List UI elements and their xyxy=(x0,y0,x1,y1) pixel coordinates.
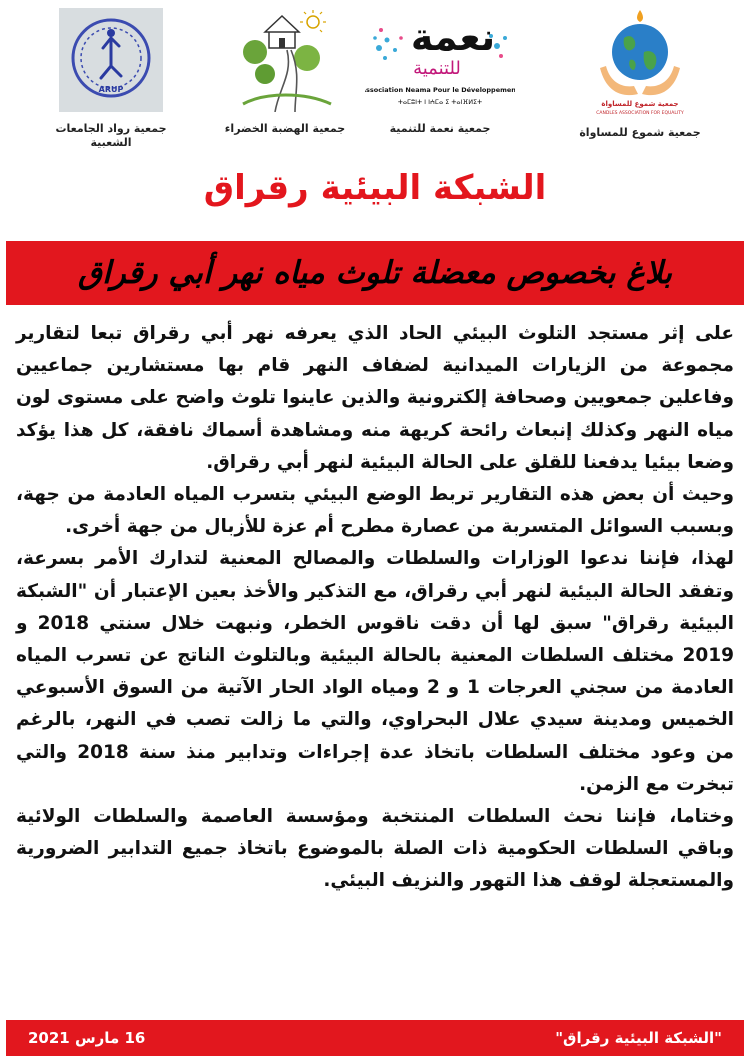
neama-french-name: Association Neama Pour le Développement xyxy=(365,86,515,94)
footer-signature: "الشبكة البيئية رقراق" xyxy=(555,1029,722,1047)
paragraph: وختاما، فإننا نحث السلطات المنتخبة ومؤسسة العاصمة والسلطات الولائية وباقي السلطات الحكومية ذات الصلة بالموضوع باتخاذ جميع التدابير الضرورية والمستعجلة لوقف هذا التهور والنزيف البيئي. xyxy=(16,806,734,892)
candles-ribbon-fr: CANDLES ASSOCIATION FOR EQUALITY xyxy=(596,111,684,116)
logo-neama xyxy=(355,8,525,136)
statement-body xyxy=(16,318,734,898)
paragraph: على إثر مستجد التلوث البيئي الحاد الذي يعرفه نهر أبي رقراق تبعا لتقارير مجموعة من الزيارات الميدانية لضفاف النهر قام بها مستشارين جماعيين وفاعلين جمعويين وصحافة إلكترونية والذين عاينوا تلوث واضح على مستوى لون مياه النهر وكذلك إنبعاث رائحة كريهة منه ومشاهدة أسماك نافقة، كل هذا يؤكد وضعا بيئيا يدفعنا للقلق على الحالة البيئية لنهر أبي رقراق. xyxy=(16,323,734,473)
arup-logo-image xyxy=(59,8,163,112)
statement-banner xyxy=(6,241,744,305)
footer-bar xyxy=(6,1020,744,1056)
paragraph: لهذا، فإننا ندعوا الوزارات والسلطات والمصالح المعنية لتدارك الأمر بسرعة، وتفقد الحالة البيئية لنهر أبي رقراق، مع التذكير والأخذ بعين الإعتبار أن "الشبكة البيئية رقراق" سبق لها أن دقت ناقوس الخطر، ونبهت خلال سنتي 2018 و 2019 مختلف السلطات المعنية بالحالة البيئية وبالتلوث الناتج عن تسرب المياه العادمة من سجني العرجات 1 و 2 ومياه الواد الحار الآتية من السوق الأسبوعي الخميس ومدينة سيدي علال البحراوي، والتي ما زالت تصب في النهر، بالرغم من وعود مختلف السلطات باتخاذ عدة إجراءات وتدابير منذ سنة 2018 والتي تبخرت مع الزمن. xyxy=(16,548,734,795)
footer-date: 16 مارس 2021 xyxy=(28,1029,146,1047)
logo-candles-equality xyxy=(560,8,720,140)
paragraph: وحيث أن بعض هذه التقارير تربط الوضع البيئي بتسرب المياه العادمة من جهة، وبسبب السوائل المتسربة من عصارة مطرح أم عزة للأزبال من جهة أخرى. xyxy=(16,484,734,538)
neama-arabic-word: نعمة xyxy=(410,15,496,59)
neama-logo-image xyxy=(365,8,515,112)
neama-arabic-sub: للتنمية xyxy=(413,58,461,79)
logo-caption-neama: جمعية نعمة للتنمية xyxy=(389,122,491,135)
logo-caption-candles: جمعية شموع للمساواة xyxy=(579,126,701,139)
candles-logo-image xyxy=(588,8,692,116)
neama-tifinagh: ⵜⴰⵎⵓⵏⵜ ⵏ ⵏⵄⵎⴰ ⵉ ⵜⴰⵏⴼⵍⵉⵜ xyxy=(397,98,483,106)
logo-green-plateau xyxy=(200,8,370,136)
candles-ribbon-ar: جمعية شموع للمساواة xyxy=(601,100,679,108)
logo-caption-green-plateau: جمعية الهضبة الخضراء xyxy=(224,122,346,135)
logo-arup xyxy=(36,8,186,151)
arup-inner-text: ARUP xyxy=(98,85,124,94)
logo-caption-arup: جمعية رواد الجامعات الشعبية xyxy=(55,122,167,150)
green-plateau-logo-image xyxy=(235,8,335,112)
banner-title: بلاغ بخصوص معضلة تلوث مياه نهر أبي رقراق xyxy=(78,255,672,291)
network-title: الشبكة البيئية رقراق xyxy=(203,168,547,208)
logos-header xyxy=(0,0,750,160)
